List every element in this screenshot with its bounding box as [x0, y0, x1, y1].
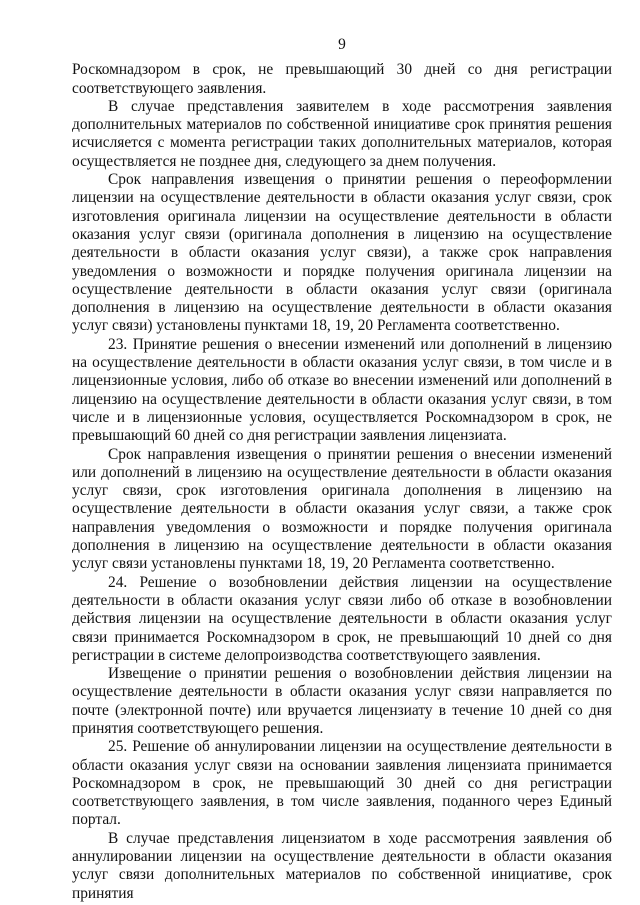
paragraph-clause-24: 24. Решение о возобновлении действия лицензии на осуществление деятельности в области оказания услуг связи либо об отказе в возобновлении действия лицензии на осуществление деятельности в области оказания услуг связи принимается Роскомнадзором в срок, не превышающий 10 дней со дня регистрации в системе делопроизводства соответствующего заявления.	[72, 573, 612, 664]
paragraph-amendment-deadlines: Срок направления извещения о принятии решения о внесении изменений или дополнений в лицензию на осуществление деятельности в области оказания услуг связи, срок изготовления оригинала дополнения в лицензию на осуществление деятельности в области оказания услуг связи, а также срок направления уведомления о возможности и порядке получения оригинала дополнения в лицензию на осуществление деятельности в области оказания услуг связи установлены пунктами 18, 19, 20 Регламента соответственно.	[72, 445, 612, 573]
paragraph-clause-23: 23. Принятие решения о внесении изменений или дополнений в лицензию на осуществление деятельности в области оказания услуг связи, в том числе и в лицензионные условия, либо об отказе во внесении изменений или дополнений в лицензию на осуществление деятельности в области оказания услуг связи, в том числе и в лицензионные условия, осуществляется Роскомнадзором в срок, не превышающий 60 дней со дня регистрации заявления лицензиата.	[72, 335, 612, 445]
page-number: 9	[338, 36, 346, 53]
paragraph-renewal-notice: Извещение о принятии решения о возобновлении действия лицензии на осуществление деятельности в области оказания услуг связи направляется по почте (электронной почте) или вручается лицензиату в течение 10 дней со дня принятия соответствующего решения.	[72, 665, 612, 737]
paragraph-reissue-deadlines: Срок направления извещения о принятии решения о переоформлении лицензии на осуществление деятельности в области оказания услуг связи, срок изготовления оригинала лицензии на осуществление деятельности в области оказания услуг связи (оригинала дополнения в лицензию на осуществление деятельности в области оказания услуг связи), а также срок направления уведомления о возможности и порядке получения оригинала лицензии на осуществление деятельности в области оказания услуг связи (оригинала дополнения в лицензию на осуществление деятельности в области оказания услуг связи) установлены пунктами 18, 19, 20 Регламента соответственно.	[72, 171, 612, 335]
document-page	[72, 36, 612, 903]
paragraph-clause-25: 25. Решение об аннулировании лицензии на осуществление деятельности в области оказания услуг связи на основании заявления лицензиата принимается Роскомнадзором в срок, не превышающий 30 дней со дня регистрации соответствующего заявления, в том числе заявления, поданного через Единый портал.	[72, 738, 612, 829]
paragraph-annulment-materials: В случае представления лицензиатом в ходе рассмотрения заявления об аннулировании лицензии на осуществление деятельности в области оказания услуг связи дополнительных материалов по собственной инициативе, срок принятия	[72, 829, 612, 902]
paragraph-additional-materials: В случае представления заявителем в ходе рассмотрения заявления дополнительных материалов по собственной инициативе срок принятия решения исчисляется с момента регистрации таких дополнительных материалов, которая осуществляется не позднее дня, следующего за днем получения.	[72, 97, 612, 170]
paragraph-continuation: Роскомнадзором в срок, не превышающий 30 дней со дня регистрации соответствующего заявления.	[72, 61, 612, 97]
